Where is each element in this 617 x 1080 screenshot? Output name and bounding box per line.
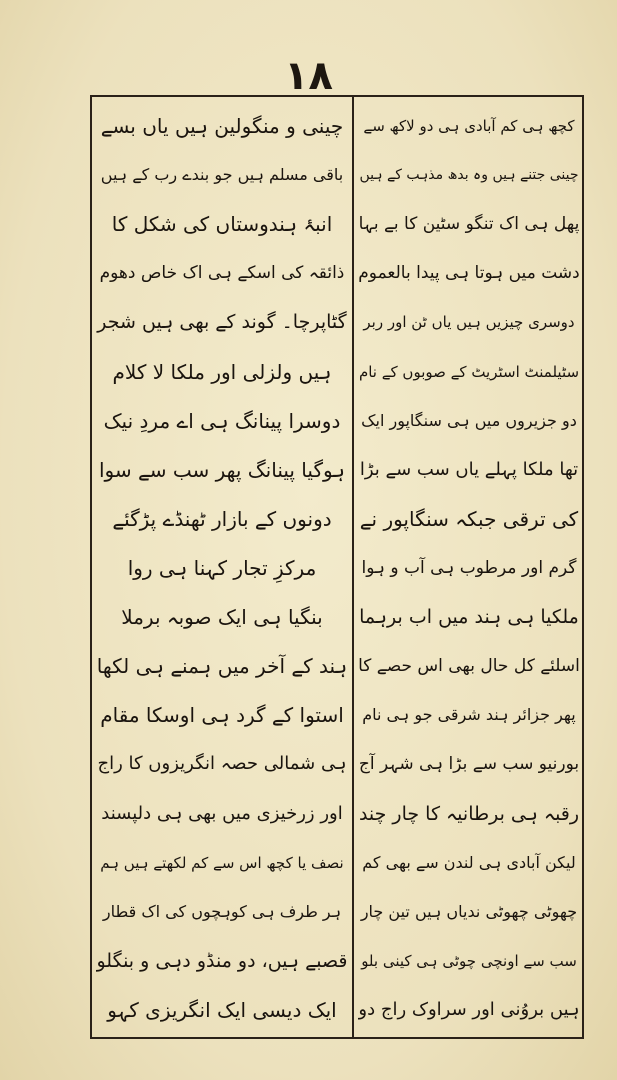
page-number: ۱۸ (284, 53, 333, 99)
verse-line: باقی مسلم ہیں جو بندے رب کے ہیں (100, 165, 344, 185)
verse-line: دوسرا پینانگ ہی اے مردِ نیک (103, 408, 341, 433)
verse-line: کچھ ہی کم آبادی ہی دو لاکھ سے (363, 117, 575, 135)
verse-line: ہیں بروُنی اور سراوک راج دو (358, 998, 580, 1020)
verse-line: ہیں ولزلی اور ملکا لا کلام (112, 359, 332, 384)
verse-line: دوسری چیزیں ہیں یاں ٹن اور ربر (363, 313, 575, 332)
verse-line: اور زرخیزی میں بھی ہی دلپسند (101, 802, 343, 824)
verse-line: پھل ہی اک تنگو سٹین کا بے بہا (358, 214, 580, 235)
verse-line: لیکن آبادی ہی لندن سے بھی کم (362, 852, 576, 872)
verse-line: ہی شمالی حصہ انگریزوں کا راج (97, 753, 347, 775)
left-column (96, 104, 348, 1032)
verse-line: کی ترقی جبکہ سنگاپور نے (359, 506, 579, 531)
verse-line: سب سے اونچی چوٹی ہی کینی بلو (361, 951, 577, 970)
verse-line: ایک دیسی ایک انگریزی کہو (107, 997, 337, 1022)
verse-line: گٹاپرچا۔ گوند کے بھی ہیں شجر (97, 311, 347, 334)
verse-line: انبۂ ہندوستاں کی شکل کا (111, 212, 333, 237)
verse-line: بنگیا ہی ایک صوبہ برملا (121, 605, 323, 630)
verse-line: ذائقہ کی اسکے ہی اک خاص دھوم (99, 263, 345, 284)
verse-line: نصف یا کچھ اس سے کم لکھتے ہیں ہم (100, 853, 344, 872)
verse-line: بورنیو سب سے بڑا ہی شہر آج (358, 754, 580, 775)
verse-line: استوا کے گرد ہی اوسکا مقام (100, 703, 344, 728)
verse-line: مرکزِ تجار کہنا ہی روا (127, 555, 317, 580)
verse-line: دشت میں ہوتا ہی پیدا بالعموم (358, 263, 580, 284)
verse-line: اسلئے کل حال بھی اس حصے کا (358, 656, 580, 677)
column-divider (352, 95, 354, 1039)
verse-line: رقبہ ہی برطانیہ کا چار چند (358, 802, 580, 825)
verse-line: قصبے ہیں، دو منڈو دہی و بنگلو (96, 949, 348, 972)
verse-line: چینی و منگولین ہیں یاں بسے (100, 114, 344, 138)
verse-line: دونوں کے بازار ٹھنڈے پڑگئے (112, 506, 332, 531)
verse-line: پھر جزائر ہند شرقی جو ہی نام (362, 705, 576, 725)
right-column (358, 104, 580, 1032)
verse-line: ہر طرف ہی کوہچوں کی اک قطار (102, 901, 342, 921)
verse-line: سٹیلمنٹ اسٹریٹ کے صوبوں کے نام (358, 362, 580, 381)
verse-line: تھا ملکا پہلے یاں سب سے بڑا (359, 458, 579, 480)
verse-line: ہند کے آخر میں ہمنے ہی لکھا (96, 654, 348, 679)
verse-line: چینی جتنے ہیں وہ بدھ مذہب کے ہیں (359, 167, 579, 184)
verse-line: ہوگیا پینانگ پھر سب سے سوا (98, 457, 346, 482)
verse-line: دو جزیروں میں ہی سنگاپور ایک (361, 410, 577, 430)
verse-line: چھوٹی چھوٹی ندیاں ہیں تین چار (360, 901, 578, 921)
verse-line: ملکیا ہی ہند میں اب برہما (359, 606, 579, 629)
verse-line: گرم اور مرطوب ہی آب و ہوا (361, 557, 577, 578)
